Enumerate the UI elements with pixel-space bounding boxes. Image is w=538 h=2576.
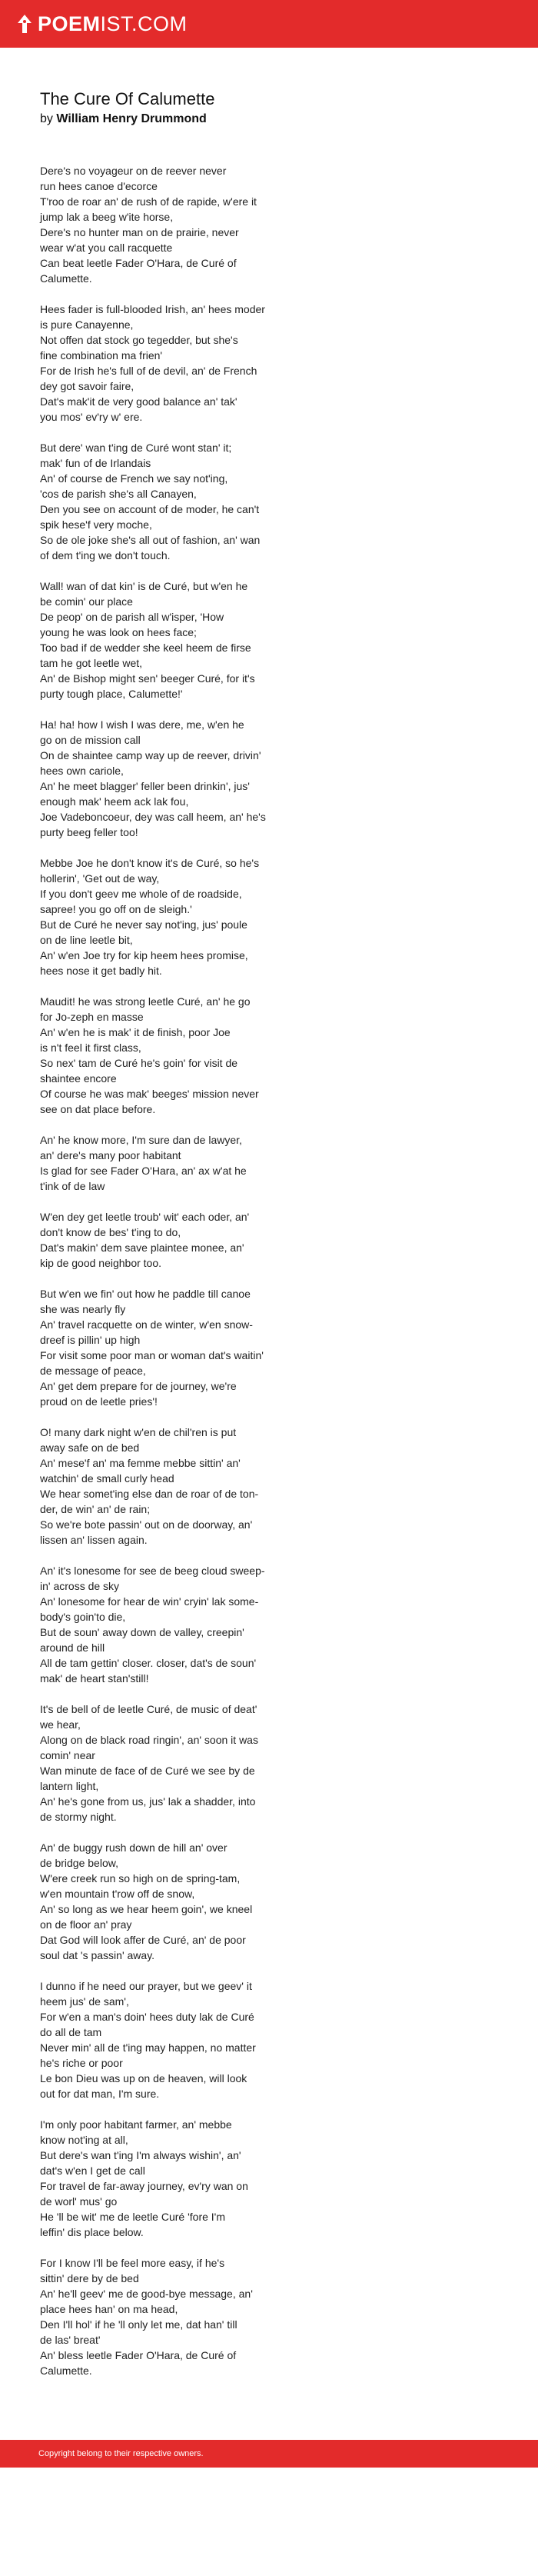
poem-stanza	[40, 440, 294, 563]
poem-stanza	[40, 1132, 294, 1194]
poem-line: sapree! you go off on de sleigh.'	[40, 903, 192, 916]
poem-line: see on dat place before.	[40, 1103, 156, 1116]
poem-line: dey got savoir faire,	[40, 380, 134, 393]
poem-line: Dere's no hunter man on de prairie, never	[40, 226, 239, 239]
poem-line: An' w'en he is mak' it de finish, poor Joe	[40, 1026, 231, 1039]
poem-line: is pure Canayenne,	[40, 318, 134, 332]
poem-line: place hees han' on ma head,	[40, 2303, 178, 2316]
poem-line: So nex' tam de Curé he's goin' for visit de	[40, 1057, 238, 1070]
poem-line: An' he meet blagger' feller been drinkin', jus'	[40, 780, 250, 793]
poem-line: der, de win' an' de rain;	[40, 1503, 151, 1516]
poem-line: Dat's mak'it de very good balance an' tak'	[40, 395, 237, 408]
poem-content	[0, 48, 538, 2440]
poem-line: be comin' our place	[40, 595, 133, 608]
site-logo[interactable]	[38, 14, 188, 35]
byline-prefix: by	[40, 112, 53, 126]
poem-line: jump lak a beeg w'ite horse,	[40, 211, 174, 224]
poem-stanza	[40, 1840, 294, 1963]
poem-line: enough mak' heem ack lak fou,	[40, 795, 189, 808]
poem-line: T'roo de roar an' de rush of de rapide, w'ere it	[40, 195, 257, 208]
poem-line: you mos' ev'ry w' ere.	[40, 411, 143, 424]
poem-line: An' of course de French we say not'ing,	[40, 472, 228, 485]
poem-line: purty beeg feller too!	[40, 826, 138, 839]
poem-line: purty tough place, Calumette!'	[40, 688, 183, 701]
poem-line: hollerin', 'Get out de way,	[40, 872, 160, 885]
poem-line: But w'en we fin' out how he paddle till canoe	[40, 1288, 251, 1301]
poem-stanza	[40, 1209, 294, 1271]
poem-line: For travel de far-away journey, ev'ry wan on	[40, 2180, 248, 2193]
poem-line: Is glad for see Fader O'Hara, an' ax w'at he	[40, 1165, 247, 1178]
poem-line: So de ole joke she's all out of fashion, an' wan	[40, 534, 261, 547]
logo-light-text: IST.COM	[100, 12, 188, 35]
poem-line: But de Curé he never say not'ing, jus' poule	[40, 918, 247, 931]
poem-line: W'en dey get leetle troub' wit' each oder, an'	[40, 1211, 250, 1224]
poem-line: Calumette.	[40, 272, 92, 285]
poem-line: All de tam gettin' closer. closer, dat's de soun'	[40, 1657, 257, 1670]
poem-line: shaintee encore	[40, 1072, 117, 1085]
poem-line: go on de mission call	[40, 734, 141, 747]
poem-line: For w'en a man's doin' hees duty lak de Curé	[40, 2011, 254, 2024]
poem-line: tam he got leetle wet,	[40, 657, 143, 670]
poem-stanza	[40, 994, 294, 1117]
poem-title: The Cure Of Calumette	[40, 89, 215, 108]
poem-line: An' de buggy rush down de hill an' over	[40, 1841, 227, 1855]
poem-line: An' w'en Joe try for kip heem hees promise,	[40, 949, 248, 962]
poem-line: Wan minute de face of de Curé we see by de	[40, 1765, 255, 1778]
poem-line: Mebbe Joe he don't know it's de Curé, so he's	[40, 857, 260, 870]
poem-line: mak' fun of de Irlandais	[40, 457, 151, 470]
poem-stanza	[40, 578, 294, 701]
poem-line: For I know I'll be feel more easy, if he's	[40, 2257, 225, 2270]
poem-line: for Jo-zeph en masse	[40, 1011, 144, 1024]
poem-line: An' de Bishop might sen' beeger Curé, for it's	[40, 672, 255, 685]
site-header	[0, 0, 538, 48]
poem-line: For de Irish he's full of de devil, an' de French	[40, 365, 257, 378]
poem-line: on de line leetle bit,	[40, 934, 133, 947]
poem-author: William Henry Drummond	[56, 112, 207, 126]
poem-stanza	[40, 855, 294, 978]
poem-line: heem jus' de sam',	[40, 1995, 129, 2008]
poem-line: away safe on de bed	[40, 1441, 140, 1455]
poem-line: proud on de leetle pries'!	[40, 1395, 158, 1408]
poem-line: dreef is pillin' up high	[40, 1334, 141, 1347]
poem-line: An' he know more, I'm sure dan de lawyer,	[40, 1134, 242, 1147]
poem-line: de message of peace,	[40, 1365, 146, 1378]
poem-line: De peop' on de parish all w'isper, 'How	[40, 611, 224, 624]
poem-line: know not'ing at all,	[40, 2134, 128, 2147]
quill-pen-icon[interactable]	[17, 15, 32, 33]
poem-line: an' dere's many poor habitant	[40, 1149, 181, 1162]
poem-line: on de floor an' pray	[40, 1918, 132, 1931]
poem-line: Den I'll hol' if he 'll only let me, dat han' till	[40, 2318, 237, 2331]
poem-line: An' travel racquette on de winter, w'en snow-	[40, 1318, 253, 1331]
poem-line: He 'll be wit' me de leetle Curé 'fore I'm	[40, 2211, 226, 2224]
poem-line: watchin' de small curly head	[40, 1472, 174, 1485]
poem-line: Le bon Dieu was up on de heaven, will look	[40, 2072, 247, 2085]
poem-line: dat's w'en I get de call	[40, 2164, 145, 2178]
poem-line: Dat's makin' dem save plaintee monee, an'	[40, 1241, 244, 1255]
poem-line: O! many dark night w'en de chil'ren is put	[40, 1426, 237, 1439]
poem-line: An' lonesome for hear de win' cryin' lak some-	[40, 1595, 259, 1608]
poem-line: An' bless leetle Fader O'Hara, de Curé of	[40, 2349, 237, 2362]
poem-line: We hear somet'ing else dan de roar of de ton-	[40, 1488, 259, 1501]
poem-line: lissen an' lissen again.	[40, 1534, 148, 1547]
poem-line: spik hese'f very moche,	[40, 518, 152, 532]
poem-line: sittin' dere by de bed	[40, 2272, 139, 2285]
poem-line: kip de good neighbor too.	[40, 1257, 162, 1270]
poem-line: I'm only poor habitant farmer, an' mebbe	[40, 2118, 232, 2131]
poem-line: comin' near	[40, 1749, 95, 1762]
poem-line: Hees fader is full-blooded Irish, an' hees moder	[40, 303, 265, 316]
poem-stanza	[40, 2255, 294, 2378]
poem-byline	[40, 112, 498, 126]
poem-line: hees own cariole,	[40, 765, 124, 778]
poem-line: So we're bote passin' out on de doorway, an'	[40, 1518, 253, 1531]
poem-line: Den you see on account of de moder, he can't	[40, 503, 260, 516]
poem-line: Joe Vadeboncoeur, dey was call heem, an' he's	[40, 811, 266, 824]
poem-line: But dere' wan t'ing de Curé wont stan' it;	[40, 442, 232, 455]
poem-line: Too bad if de wedder she keel heem de firse	[40, 642, 251, 655]
poem-line: 'cos de parish she's all Canayen,	[40, 488, 197, 501]
poem-line: If you don't geev me whole of de roadside,	[40, 888, 242, 901]
poem-line: de bridge below,	[40, 1857, 118, 1870]
poem-stanza	[40, 1563, 294, 1686]
poem-line: she was nearly fly	[40, 1303, 126, 1316]
poem-line: Wall! wan of dat kin' is de Curé, but w'en he	[40, 580, 248, 593]
poem-line: Of course he was mak' beeges' mission never	[40, 1088, 259, 1101]
site-footer	[0, 2440, 538, 2468]
poem-line: fine combination ma frien'	[40, 349, 163, 362]
poem-line: I dunno if he need our prayer, but we geev' it	[40, 1980, 252, 1993]
poem-line: we hear,	[40, 1718, 81, 1731]
poem-line: But dere's wan t'ing I'm always wishin', an'	[40, 2149, 241, 2162]
poem-line: de stormy night.	[40, 1811, 117, 1824]
poem-line: soul dat 's passin' away.	[40, 1949, 155, 1962]
poem-line: Dere's no voyageur on de reever never	[40, 165, 227, 178]
poem-line: An' he'll geev' me de good-bye message, an'	[40, 2288, 253, 2301]
poem-line: It's de bell of de leetle Curé, de music of deat'	[40, 1703, 257, 1716]
poem-line: Can beat leetle Fader O'Hara, de Curé of	[40, 257, 237, 270]
poem-line: young he was look on hees face;	[40, 626, 197, 639]
poem-stanza	[40, 2117, 294, 2240]
poem-line: An' so long as we hear heem goin', we kneel	[40, 1903, 253, 1916]
poem-line: Along on de black road ringin', an' soon it was	[40, 1734, 258, 1747]
poem-line: Maudit! he was strong leetle Curé, an' he go	[40, 995, 251, 1008]
poem-stanza	[40, 1701, 294, 1825]
logo-bold-text: POEM	[38, 12, 101, 35]
poem-stanza	[40, 1286, 294, 1409]
copyright-text: Copyright belong to their respective owners.	[38, 2449, 204, 2459]
poem-stanza	[40, 163, 294, 286]
poem-line: lantern light,	[40, 1780, 99, 1793]
poem-line: Ha! ha! how I wish I was dere, me, w'en he	[40, 718, 244, 731]
poem-line: But de soun' away down de valley, creepin'	[40, 1626, 244, 1639]
poem-line: An' he's gone from us, jus' lak a shadder, into	[40, 1795, 256, 1808]
poem-body	[40, 163, 498, 2378]
poem-line: An' it's lonesome for see de beeg cloud sweep-	[40, 1565, 265, 1578]
poem-line: An' get dem prepare for de journey, we're	[40, 1380, 237, 1393]
poem-line: around de hill	[40, 1641, 105, 1655]
poem-line: leffin' dis place below.	[40, 2226, 144, 2239]
poem-line: mak' de heart stan'still!	[40, 1672, 149, 1685]
poem-line: he's riche or poor	[40, 2057, 123, 2070]
poem-line: w'en mountain t'row off de snow,	[40, 1888, 195, 1901]
poem-line: de worl' mus' go	[40, 2195, 118, 2208]
poem-line: wear w'at you call racquette	[40, 242, 173, 255]
poem-line: Never min' all de t'ing may happen, no matter	[40, 2041, 256, 2054]
poem-line: On de shaintee camp way up de reever, drivin'	[40, 749, 261, 762]
poem-line: is n't feel it first class,	[40, 1041, 141, 1055]
poem-line: For visit some poor man or woman dat's waitin'	[40, 1349, 264, 1362]
poem-stanza	[40, 302, 294, 425]
poem-stanza	[40, 1425, 294, 1548]
poem-line: run hees canoe d'ecorce	[40, 180, 158, 193]
poem-stanza	[40, 1978, 294, 2101]
poem-line: out for dat man, I'm sure.	[40, 2088, 160, 2101]
poem-line: don't know de bes' t'ing to do,	[40, 1226, 181, 1239]
poem-stanza	[40, 717, 294, 840]
poem-line: Calumette.	[40, 2364, 92, 2378]
poem-line: Dat God will look affer de Curé, an' de poor	[40, 1934, 246, 1947]
poem-line: body's goin'to die,	[40, 1611, 126, 1624]
poem-line: Not offen dat stock go tegedder, but she's	[40, 334, 238, 347]
poem-line: hees nose it get badly hit.	[40, 965, 162, 978]
poem-line: W'ere creek run so high on de spring-tam,	[40, 1872, 241, 1885]
poem-line: t'ink of de law	[40, 1180, 105, 1193]
poem-line: de las' breat'	[40, 2334, 101, 2347]
poem-line: of dem t'ing we don't touch.	[40, 549, 171, 562]
poem-line: An' mese'f an' ma femme mebbe sittin' an'	[40, 1457, 241, 1470]
poem-line: in' across de sky	[40, 1580, 120, 1593]
poem-line: do all de tam	[40, 2026, 102, 2039]
